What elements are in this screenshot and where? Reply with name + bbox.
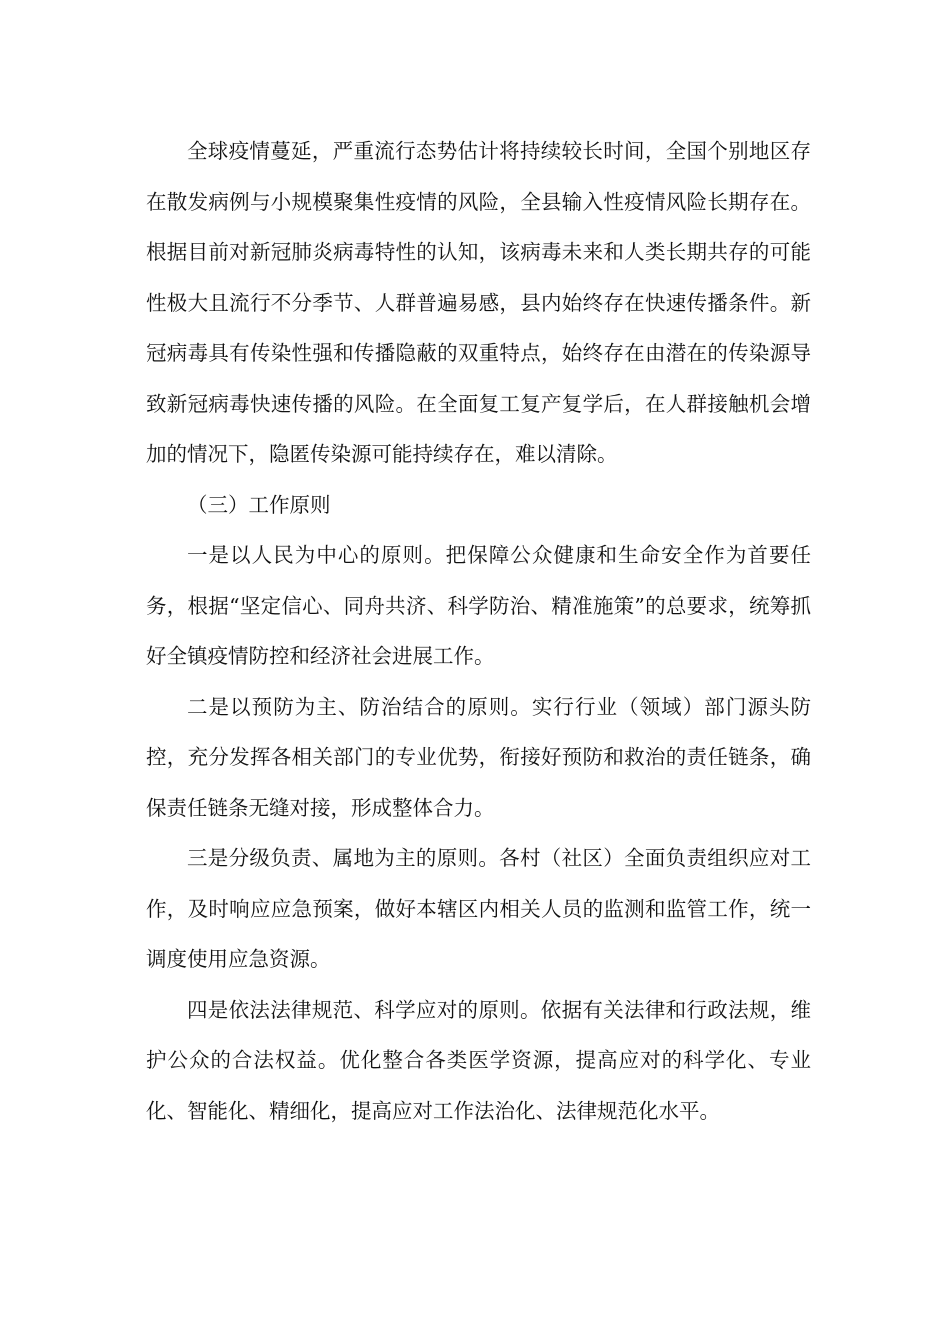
paragraph-epidemic-situation: 全球疫情蔓延，严重流行态势估计将持续较长时间，全国个别地区存在散发病例与小规模聚集性疫情的风险，全县输入性疫情风险长期存在。根据目前对新冠肺炎病毒特性的认知，该病毒未来和人类长期共存的可能性极大且流行不分季节、人群普遍易感，县内始终存在快速传播条件。新冠病毒具有传染性强和传播隐蔽的双重特点，始终存在由潜在的传染源导致新冠病毒快速传播的风险。在全面复工复产复学后，在人群接触机会增加的情况下，隐匿传染源可能持续存在，难以清除。 — [146, 139, 811, 466]
section-heading-work-principles: （三）工作原则 — [187, 492, 331, 517]
paragraph-principle-one: 一是以人民为中心的原则。把保障公众健康和生命安全作为首要任务，根据“坚定信心、同舟共济、科学防治、精准施策”的总要求，统筹抓好全镇疫情防控和经济社会进展工作。 — [146, 543, 811, 668]
document-body — [146, 126, 811, 1136]
paragraph-principle-three: 三是分级负责、属地为主的原则。各村（社区）全面负责组织应对工作，及时响应应急预案，做好本辖区内相关人员的监测和监管工作，统一调度使用应急资源。 — [146, 846, 811, 971]
paragraph-principle-four: 四是依法法律规范、科学应对的原则。依据有关法律和行政法规，维护公众的合法权益。优化整合各类医学资源，提高应对的科学化、专业化、智能化、精细化，提高应对工作法治化、法律规范化水平。 — [146, 997, 811, 1123]
paragraph-principle-two: 二是以预防为主、防治结合的原则。实行行业（领域）部门源头防控，充分发挥各相关部门的专业优势，衔接好预防和救治的责任链条，确保责任链条无缝对接，形成整体合力。 — [146, 694, 811, 820]
